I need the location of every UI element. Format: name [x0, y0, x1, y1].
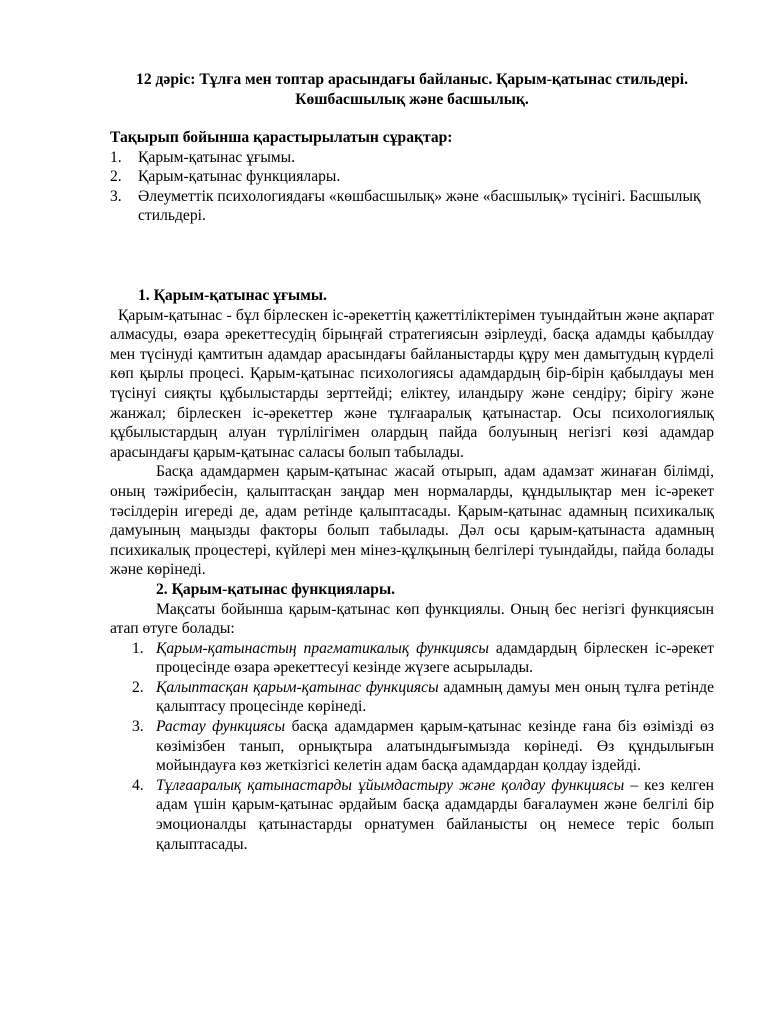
function-term: Тұлғааралық қатынастарды ұйымдастыру және қолдау функциясы	[156, 776, 625, 794]
paragraph: Қарым-қатынас - бұл бірлескен іс-әрекеттің қажеттіліктерімен туындайтын және ақпарат алмасуды, өзара әрекеттесудің бірыңғай стратегиясын әзірлеуді, басқа адамды қабылдау мен түсінуді қамтитын адамдар арасындағы байланыстарды құру мен дамытудың күрделі көп қырлы процесі. Қарым-қатынас психологиясы адамдардың бір-бірін қабылдауы мен түсінуі сияқты құбылыстарды зерттейді; еліктеу, иландыру және сендіру; бірігу және жанжал; бірлескен іс-әрекеттер және тұлғааралық қатынастар. Осы психологиялық құбылыстардың алуан түрлілігімен олардың пайда болуының негізгі көзі адамдар арасындағы қарым-қатынас саласы болып табылады.	[110, 306, 714, 461]
section-1-heading: 1. Қарым-қатынас ұғымы.	[138, 287, 327, 304]
function-description: адамдардың бірлескен іс-әрекет процесінде өзара әрекеттесуі кезінде жүзеге асырылады.	[156, 639, 714, 677]
document-body	[110, 286, 714, 854]
list-item	[110, 167, 714, 187]
function-description: – кез келген адам үшін қарым-қатынас әрдайым басқа адамдарды бағалаумен және белгілі бір эмоционалды қатынастарды орнатумен байланысты оң немесе теріс болып қалыптасады.	[156, 776, 714, 853]
list-text: Қарым-қатынас ұғымы.	[138, 148, 296, 166]
list-item	[110, 717, 714, 776]
list-item	[110, 776, 714, 854]
list-number: 2.	[110, 168, 122, 186]
function-description: басқа адамдармен қарым-қатынас кезінде ғана біз өзімізді өз көзімізбен танып, орнықтыра алатындығымызда көрінеді. Өз құндылығын мойындауға көз жеткізгісі келетін адам басқа адамдардан қолдау іздейді.	[156, 718, 715, 775]
questions-heading: Тақырып бойынша қарастырылатын сұрақтар:	[110, 129, 453, 146]
questions-list	[110, 148, 714, 226]
list-number: 3.	[110, 187, 122, 205]
list-number: 2.	[132, 678, 144, 696]
list-item	[110, 639, 714, 678]
list-text: Әлеуметтік психологиядағы «көшбасшылық» және «басшылық» түсінігі. Басшылық стильдері.	[138, 187, 701, 225]
function-term: Қалыптасқан қарым-қатынас функциясы	[156, 678, 439, 696]
section-2-heading: 2. Қарым-қатынас функциялары.	[156, 580, 396, 598]
list-text: Қарым-қатынас функциялары.	[138, 168, 341, 186]
lecture-title: 12 дәріс: Тұлға мен топтар арасындағы байланыс. Қарым-қатынас стильдері. Көшбасшылық және басшылық.	[136, 71, 688, 108]
function-term: Қарым-қатынастың прагматикалық функциясы	[156, 639, 489, 657]
functions-list	[110, 639, 714, 855]
list-number: 1.	[110, 148, 122, 166]
list-number: 4.	[132, 776, 144, 794]
list-item	[110, 187, 714, 226]
list-item	[110, 148, 714, 168]
list-number: 1.	[132, 639, 144, 657]
questions-block	[110, 128, 714, 226]
function-description: адамның дамуы мен оның тұлға ретінде қалыптасу процесінде көрінеді.	[156, 678, 714, 716]
list-item	[110, 678, 714, 717]
list-number: 3.	[132, 718, 144, 736]
paragraph: Басқа адамдармен қарым-қатынас жасай отырып, адам адамзат жинаған білімді, оның тәжірибесін, қалыптасқан заңдар мен нормаларды, құндылықтар мен іс-әрекет тәсілдерін игереді де, адам ретінде қалыптасады. Қарым-қатынас адамның психикалық дамуының маңызды факторы болып табылады. Дәл осы қарым-қатынаста адамның психикалық процестері, күйлері мен мінез-құлқының белгілері туындайды, пайда болады және көрінеді.	[110, 463, 714, 579]
function-term: Растау функциясы	[156, 718, 286, 736]
paragraph: Мақсаты бойынша қарым-қатынас көп функциялы. Оның бес негізгі функциясын атап өтуге болады:	[110, 600, 714, 638]
